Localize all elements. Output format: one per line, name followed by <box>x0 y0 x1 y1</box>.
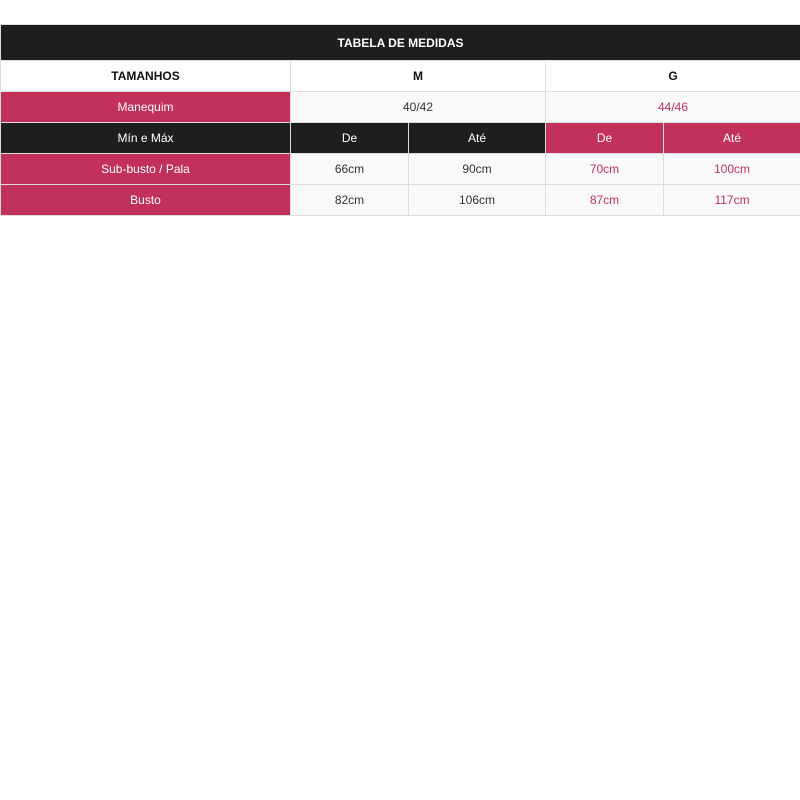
m-to-header: Até <box>409 123 546 154</box>
mannequin-row <box>1 92 800 123</box>
g-to-value: 100cm <box>664 154 800 185</box>
m-from-value: 66cm <box>291 154 409 185</box>
table-row <box>1 154 800 185</box>
g-to-header: Até <box>664 123 800 154</box>
sizes-label: TAMANHOS <box>1 61 291 92</box>
g-from-header: De <box>546 123 664 154</box>
g-from-value: 70cm <box>546 154 664 185</box>
g-to-value: 117cm <box>664 185 800 216</box>
m-to-value: 90cm <box>409 154 546 185</box>
size-g-header: G <box>546 61 800 92</box>
m-to-value: 106cm <box>409 185 546 216</box>
mannequin-label: Manequim <box>1 92 291 123</box>
m-from-header: De <box>291 123 409 154</box>
m-from-value: 82cm <box>291 185 409 216</box>
minmax-row <box>1 123 800 154</box>
mannequin-m: 40/42 <box>291 92 546 123</box>
title-row <box>1 25 800 61</box>
sizes-row <box>1 61 800 92</box>
table-row <box>1 185 800 216</box>
row-label: Sub-busto / Pala <box>1 154 291 185</box>
minmax-label: Mín e Máx <box>1 123 291 154</box>
g-from-value: 87cm <box>546 185 664 216</box>
mannequin-g: 44/46 <box>546 92 800 123</box>
table-title: TABELA DE MEDIDAS <box>1 25 800 61</box>
measurements-table <box>0 24 800 216</box>
size-m-header: M <box>291 61 546 92</box>
row-label: Busto <box>1 185 291 216</box>
